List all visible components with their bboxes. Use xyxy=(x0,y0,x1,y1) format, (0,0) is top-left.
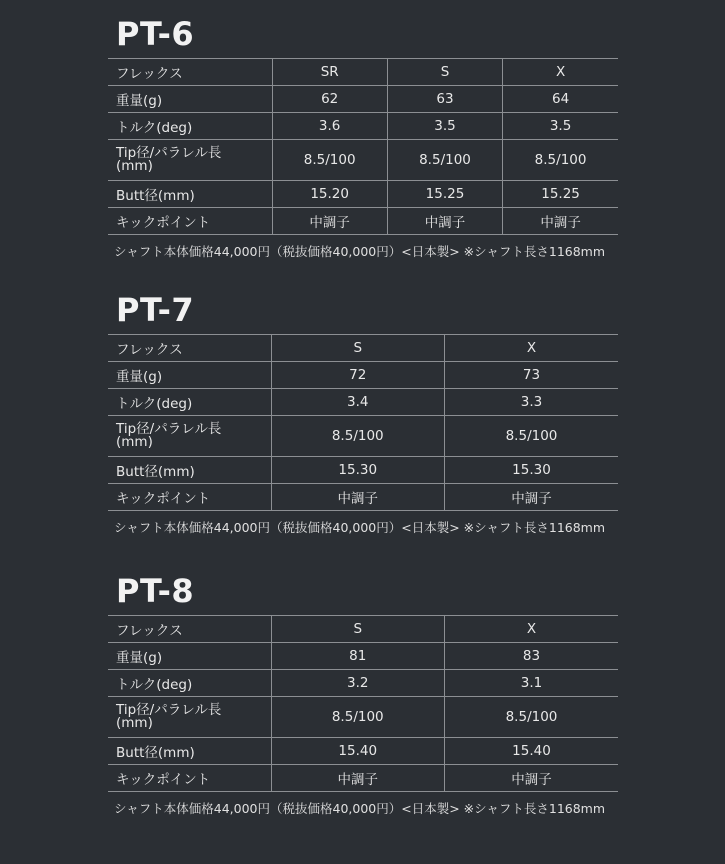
table-cell: 81 xyxy=(271,643,445,670)
section-title: PT-6 xyxy=(116,15,195,53)
table-cell: 8.5/100 xyxy=(445,697,619,738)
spec-table xyxy=(108,334,618,511)
row-label: フレックス xyxy=(108,59,272,86)
table-cell: X xyxy=(445,335,619,362)
table-cell: 63 xyxy=(387,86,502,113)
table-cell: 15.30 xyxy=(271,457,445,484)
table-cell: 8.5/100 xyxy=(503,140,618,181)
table-cell: 62 xyxy=(272,86,387,113)
spec-section-pt7 xyxy=(108,292,618,536)
row-label: フレックス xyxy=(108,616,271,643)
row-label: Butt径(mm) xyxy=(108,181,272,208)
row-label: トルク(deg) xyxy=(108,389,271,416)
table-cell: 中調子 xyxy=(445,484,619,511)
table-cell: S xyxy=(271,616,445,643)
spec-section-pt6 xyxy=(108,16,618,260)
row-label xyxy=(108,140,272,181)
table-row xyxy=(108,616,618,643)
table-cell: 3.5 xyxy=(503,113,618,140)
table-cell: 15.20 xyxy=(272,181,387,208)
row-label: Butt径(mm) xyxy=(108,457,271,484)
table-cell: 中調子 xyxy=(272,208,387,235)
table-cell: 15.40 xyxy=(271,738,445,765)
section-title: PT-7 xyxy=(116,291,195,329)
table-row xyxy=(108,670,618,697)
price-note: シャフト本体価格44,000円（税抜価格40,000円）<日本製> ※シャフト長さ1168mm xyxy=(114,801,606,816)
table-cell: 3.6 xyxy=(272,113,387,140)
row-label: フレックス xyxy=(108,335,271,362)
row-label-line1: Tip径/パラレル長 xyxy=(116,421,222,437)
row-label-line1: Tip径/パラレル長 xyxy=(116,145,222,161)
table-cell: 中調子 xyxy=(271,484,445,511)
table-cell: 15.25 xyxy=(387,181,502,208)
row-label-line1: Tip径/パラレル長 xyxy=(116,702,222,718)
table-row xyxy=(108,389,618,416)
table-cell: 15.40 xyxy=(445,738,619,765)
table-row xyxy=(108,362,618,389)
table-cell: S xyxy=(271,335,445,362)
table-cell: 73 xyxy=(445,362,619,389)
table-cell: 3.1 xyxy=(445,670,619,697)
table-cell: 3.4 xyxy=(271,389,445,416)
table-row xyxy=(108,208,618,235)
row-label: キックポイント xyxy=(108,208,272,235)
table-cell: 8.5/100 xyxy=(271,416,445,457)
table-row xyxy=(108,335,618,362)
row-label: トルク(deg) xyxy=(108,113,272,140)
table-cell: 8.5/100 xyxy=(271,697,445,738)
table-cell: 64 xyxy=(503,86,618,113)
table-cell: 8.5/100 xyxy=(387,140,502,181)
table-cell: 72 xyxy=(271,362,445,389)
table-cell: 15.25 xyxy=(503,181,618,208)
price-note: シャフト本体価格44,000円（税抜価格40,000円）<日本製> ※シャフト長さ1168mm xyxy=(114,244,606,259)
row-label: キックポイント xyxy=(108,765,271,792)
row-label xyxy=(108,697,271,738)
row-label: 重量(g) xyxy=(108,86,272,113)
table-row xyxy=(108,86,618,113)
price-note: シャフト本体価格44,000円（税抜価格40,000円）<日本製> ※シャフト長さ1168mm xyxy=(114,520,606,535)
table-cell: X xyxy=(445,616,619,643)
table-row xyxy=(108,643,618,670)
row-label-line2: (mm) xyxy=(116,158,153,174)
table-cell: SR xyxy=(272,59,387,86)
row-label: 重量(g) xyxy=(108,643,271,670)
table-row xyxy=(108,59,618,86)
table-row xyxy=(108,697,618,738)
spec-table xyxy=(108,58,618,235)
row-label-line2: (mm) xyxy=(116,434,153,450)
table-cell: 中調子 xyxy=(271,765,445,792)
table-cell: S xyxy=(387,59,502,86)
table-cell: 3.5 xyxy=(387,113,502,140)
table-cell: 中調子 xyxy=(503,208,618,235)
table-row xyxy=(108,738,618,765)
spec-table xyxy=(108,615,618,792)
table-cell: 3.2 xyxy=(271,670,445,697)
table-cell: X xyxy=(503,59,618,86)
table-cell: 3.3 xyxy=(445,389,619,416)
table-cell: 中調子 xyxy=(445,765,619,792)
row-label-line2: (mm) xyxy=(116,715,153,731)
table-row xyxy=(108,765,618,792)
table-row xyxy=(108,484,618,511)
table-cell: 15.30 xyxy=(445,457,619,484)
table-row xyxy=(108,416,618,457)
table-row xyxy=(108,181,618,208)
row-label: Butt径(mm) xyxy=(108,738,271,765)
table-cell: 83 xyxy=(445,643,619,670)
row-label: トルク(deg) xyxy=(108,670,271,697)
table-row xyxy=(108,457,618,484)
table-row xyxy=(108,140,618,181)
table-cell: 8.5/100 xyxy=(272,140,387,181)
table-cell: 8.5/100 xyxy=(445,416,619,457)
section-title: PT-8 xyxy=(116,572,195,610)
row-label xyxy=(108,416,271,457)
table-row xyxy=(108,113,618,140)
spec-section-pt8 xyxy=(108,573,618,817)
row-label: キックポイント xyxy=(108,484,271,511)
row-label: 重量(g) xyxy=(108,362,271,389)
table-cell: 中調子 xyxy=(387,208,502,235)
